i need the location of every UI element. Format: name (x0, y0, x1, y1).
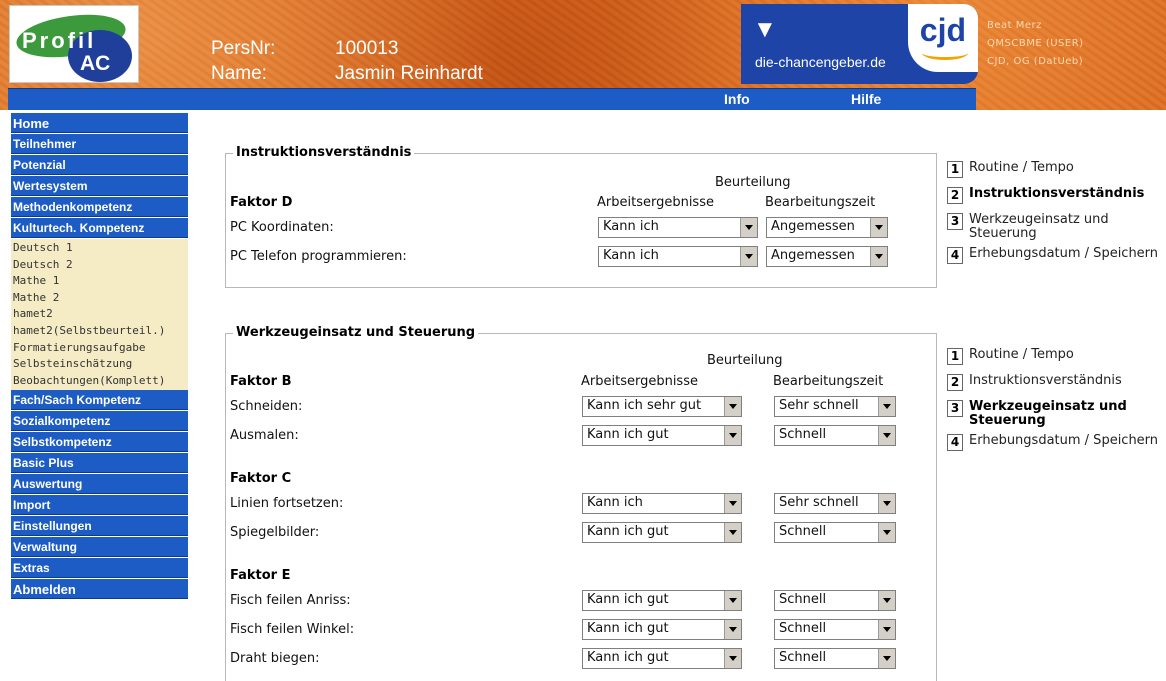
chevron-down-icon (724, 620, 741, 639)
select-value: Kann ich sehr gut (587, 398, 702, 413)
row-label: Ausmalen: (230, 428, 299, 443)
beurteilung-heading: Beurteilung (707, 353, 783, 368)
chevron-down-icon (724, 523, 741, 542)
arbeitsergebnis-select[interactable] (582, 648, 742, 669)
bearbeitungszeit-select[interactable] (774, 590, 896, 611)
nav-hilfe-link[interactable]: Hilfe (851, 91, 882, 107)
sidebar-subitem-hamet2-selbstbeurteil[interactable]: hamet2(Selbstbeurteil.) (13, 323, 166, 337)
row-label: Linien fortsetzen: (230, 496, 344, 511)
faktor-heading: Faktor C (230, 471, 292, 486)
arbeitsergebnis-select[interactable] (598, 246, 758, 267)
sidebar-subitem-deutsch-1[interactable]: Deutsch 1 (13, 241, 73, 254)
select-value: Kann ich gut (587, 650, 669, 665)
chevron-down-icon (878, 620, 895, 639)
step-number: 4 (947, 247, 963, 264)
sidebar-item-basic-plus[interactable]: Basic Plus (11, 453, 188, 473)
step-number: 3 (947, 213, 963, 230)
arbeitsergebnis-select[interactable] (582, 493, 742, 514)
steps-nav-1 (947, 161, 1161, 267)
cjd-smile-icon (922, 46, 968, 60)
step-label: Instruktionsverständnis (969, 373, 1122, 388)
sidebar-subitem-selbsteinschaetzung[interactable]: Selbsteinschätzung (13, 357, 133, 371)
sidebar-subitem-deutsch-2[interactable]: Deutsch 2 (13, 257, 73, 271)
cjd-banner[interactable] (741, 4, 978, 84)
chevron-down-icon (724, 397, 741, 416)
step-number: 3 (947, 400, 963, 417)
sidebar-item-methodenkompetenz[interactable]: Methodenkompetenz (11, 197, 188, 217)
chevron-down-icon (870, 247, 887, 266)
chevron-down-icon (724, 591, 741, 610)
sidebar-item-import[interactable]: Import (11, 495, 188, 515)
step-routine-tempo[interactable] (947, 348, 1161, 362)
arbeitsergebnis-select[interactable] (582, 396, 742, 417)
sidebar-item-sozialkompetenz[interactable]: Sozialkompetenz (11, 411, 188, 431)
select-value: Kann ich gut (587, 524, 669, 539)
select-value: Sehr schnell (779, 495, 859, 510)
step-routine-tempo[interactable] (947, 161, 1161, 175)
step-werkzeugeinsatz[interactable] (947, 400, 1161, 428)
chevron-down-icon (878, 649, 895, 668)
step-number: 1 (947, 348, 963, 365)
steps-nav-2 (947, 348, 1161, 454)
sidebar-subitem-mathe-1[interactable]: Mathe 1 (13, 274, 60, 288)
step-number: 1 (947, 161, 963, 178)
sidebar-item-potenzial[interactable]: Potenzial (11, 155, 188, 175)
col-bearbeitungszeit: Bearbeitungszeit (773, 374, 884, 389)
select-value: Kann ich (603, 248, 659, 263)
step-erhebungsdatum[interactable] (947, 434, 1161, 448)
section-werkzeugeinsatz (225, 325, 937, 681)
sidebar-item-teilnehmer[interactable]: Teilnehmer (11, 134, 188, 154)
sidebar-item-wertesystem[interactable]: Wertesystem (11, 176, 188, 196)
chevron-down-icon (740, 218, 757, 237)
sidebar-item-fach-sach-kompetenz[interactable]: Fach/Sach Kompetenz (11, 390, 188, 410)
step-label: Routine / Tempo (969, 160, 1074, 175)
chevron-down-icon (724, 649, 741, 668)
select-value: Sehr schnell (779, 398, 859, 413)
persnr-value: 100013 (335, 38, 399, 59)
sidebar-item-einstellungen[interactable]: Einstellungen (11, 516, 188, 536)
col-arbeitsergebnisse: Arbeitsergebnisse (597, 195, 714, 210)
cjd-logo (908, 4, 978, 72)
select-value: Angemessen (771, 248, 855, 263)
col-bearbeitungszeit: Bearbeitungszeit (765, 195, 876, 210)
top-nav-bar (8, 88, 976, 110)
step-label: Erhebungsdatum / Speichern (969, 246, 1159, 261)
chevron-down-icon (878, 397, 895, 416)
select-value: Schnell (779, 650, 827, 665)
name-value: Jasmin Reinhardt (335, 63, 483, 84)
logo-text-bottom: AC (80, 52, 111, 75)
step-label: Erhebungsdatum / Speichern (969, 433, 1159, 448)
cjd-logo-text: cjd (919, 12, 966, 48)
sidebar (11, 113, 188, 596)
section-title: Instruktionsverständnis (233, 145, 414, 160)
col-arbeitsergebnisse: Arbeitsergebnisse (581, 374, 698, 389)
arbeitsergebnis-select[interactable] (582, 590, 742, 611)
arbeitsergebnis-select[interactable] (582, 619, 742, 640)
sidebar-item-abmelden[interactable]: Abmelden (11, 579, 188, 599)
step-label: Instruktionsverständnis (969, 186, 1145, 201)
row-label: Fisch feilen Winkel: (230, 622, 355, 637)
chevron-down-icon (878, 494, 895, 513)
bearbeitungszeit-select[interactable] (774, 619, 896, 640)
user-name: Beat Merz (987, 20, 1042, 31)
bearbeitungszeit-select[interactable] (774, 493, 896, 514)
arbeitsergebnis-select[interactable] (582, 425, 742, 446)
faktor-heading: Faktor D (230, 195, 293, 210)
section-instruktionsverstaendnis (225, 145, 937, 288)
step-instruktionsverstaendnis[interactable] (947, 187, 1161, 201)
sidebar-subitem-formatierungsaufgabe[interactable]: Formatierungsaufgabe (13, 340, 146, 354)
row-label: Draht biegen: (230, 651, 320, 666)
step-erhebungsdatum[interactable] (947, 247, 1161, 261)
chancengeber-link: die-chancengeber.de (755, 54, 886, 70)
user-role: QMSCBME (USER) (987, 38, 1084, 49)
select-value: Schnell (779, 592, 827, 607)
arbeitsergebnis-select[interactable] (598, 217, 758, 238)
sidebar-item-home[interactable]: Home (11, 113, 188, 133)
step-label: Routine / Tempo (969, 347, 1074, 362)
select-value: Kann ich gut (587, 621, 669, 636)
logo-text-top: Profil (22, 28, 97, 53)
sidebar-item-extras[interactable]: Extras (11, 558, 188, 578)
faktor-heading: Faktor B (230, 374, 292, 389)
section-title: Werkzeugeinsatz und Steuerung (233, 325, 478, 340)
bearbeitungszeit-select[interactable] (766, 217, 888, 238)
sidebar-item-verwaltung[interactable]: Verwaltung (11, 537, 188, 557)
row-label: Fisch feilen Anriss: (230, 593, 351, 608)
nav-info-link[interactable]: Info (724, 91, 750, 107)
step-label: Werkzeugeinsatz und Steuerung (969, 212, 1109, 241)
sidebar-subitem-beobachtungen[interactable]: Beobachtungen(Komplett) (13, 373, 166, 387)
row-label: PC Koordinaten: (230, 220, 334, 235)
select-value: Angemessen (771, 219, 855, 234)
persnr-label: PersNr: (211, 38, 276, 59)
select-value: Schnell (779, 524, 827, 539)
select-value: Schnell (779, 427, 827, 442)
select-value: Kann ich (603, 219, 659, 234)
chancengeber-icon: ▼ (753, 16, 777, 43)
chevron-down-icon (724, 426, 741, 445)
faktor-heading: Faktor E (230, 568, 291, 583)
step-number: 4 (947, 434, 963, 451)
profil-ac-logo[interactable] (9, 5, 139, 83)
sidebar-submenu (11, 239, 188, 390)
chevron-down-icon (724, 494, 741, 513)
step-number: 2 (947, 187, 963, 204)
step-instruktionsverstaendnis[interactable] (947, 374, 1161, 388)
select-value: Schnell (779, 621, 827, 636)
bearbeitungszeit-select[interactable] (774, 522, 896, 543)
sidebar-item-kulturtech-kompetenz[interactable]: Kulturtech. Kompetenz (11, 218, 188, 238)
sidebar-subitem-mathe-2[interactable]: Mathe 2 (13, 290, 60, 304)
select-value: Kann ich gut (587, 592, 669, 607)
row-label: PC Telefon programmieren: (230, 249, 407, 264)
chevron-down-icon (878, 426, 895, 445)
row-label: Spiegelbilder: (230, 525, 320, 540)
chevron-down-icon (878, 523, 895, 542)
step-label: Werkzeugeinsatz und Steuerung (969, 399, 1127, 428)
header (0, 0, 1166, 110)
chevron-down-icon (878, 591, 895, 610)
sidebar-subitem-hamet2[interactable]: hamet2 (13, 307, 53, 321)
name-label: Name: (211, 63, 267, 84)
row-label: Schneiden: (230, 399, 303, 414)
bearbeitungszeit-select[interactable] (774, 396, 896, 417)
user-org: CJD, OG (DatUeb) (987, 56, 1084, 67)
select-value: Kann ich gut (587, 427, 669, 442)
bearbeitungszeit-select[interactable] (774, 425, 896, 446)
sidebar-item-auswertung[interactable]: Auswertung (11, 474, 188, 494)
sidebar-item-selbstkompetenz[interactable]: Selbstkompetenz (11, 432, 188, 452)
step-werkzeugeinsatz[interactable] (947, 213, 1161, 241)
chevron-down-icon (740, 247, 757, 266)
step-number: 2 (947, 374, 963, 391)
beurteilung-heading: Beurteilung (715, 175, 791, 190)
chevron-down-icon (870, 218, 887, 237)
select-value: Kann ich (587, 495, 643, 510)
arbeitsergebnis-select[interactable] (582, 522, 742, 543)
bearbeitungszeit-select[interactable] (774, 648, 896, 669)
bearbeitungszeit-select[interactable] (766, 246, 888, 267)
